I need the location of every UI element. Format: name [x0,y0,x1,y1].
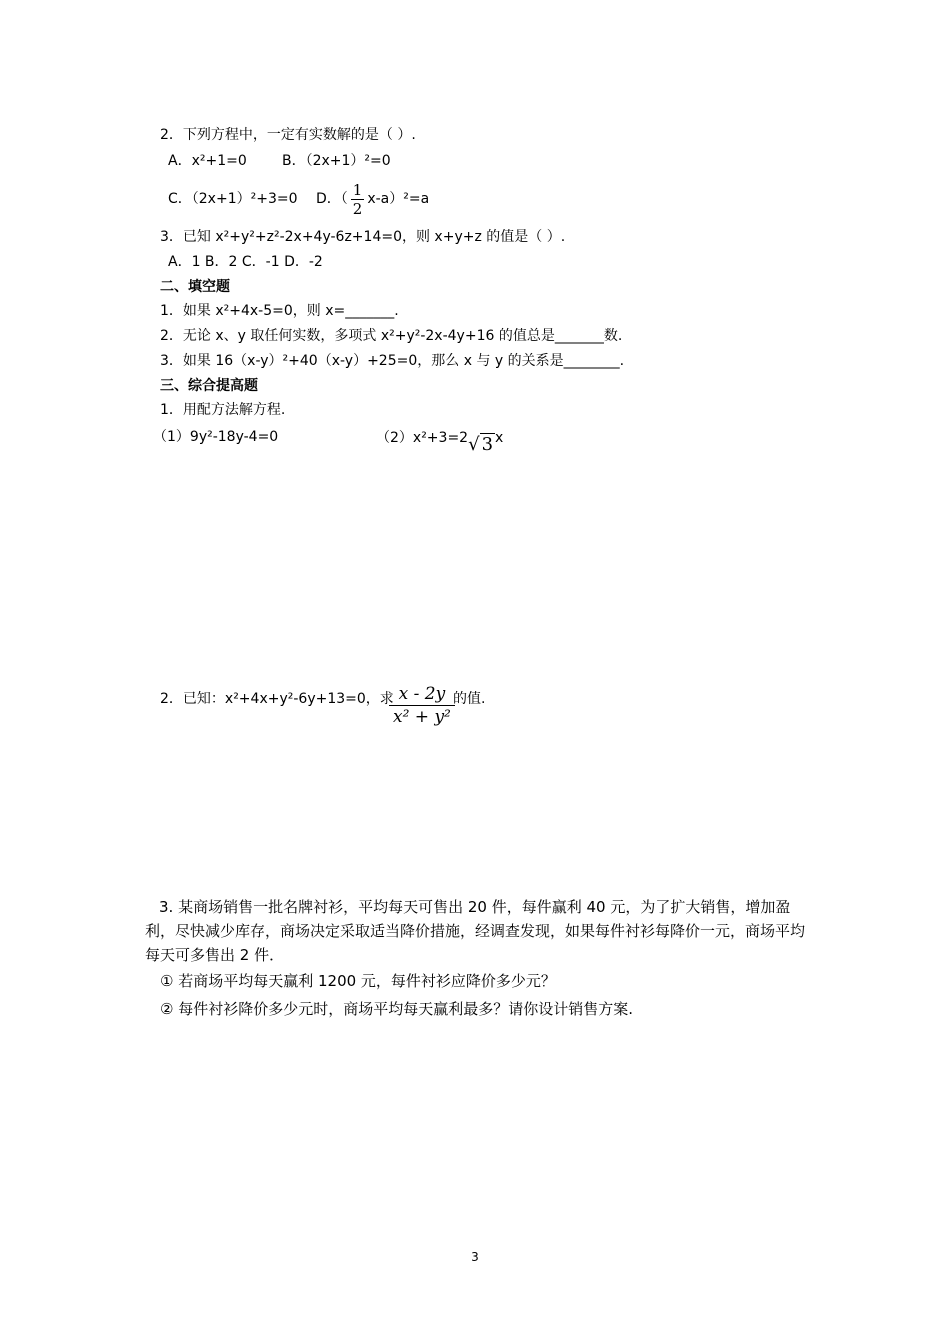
q2-option-d [316,178,429,220]
section3-q2-suffix: 的值. [453,691,486,707]
section3-q2-prefix: 2．已知：x²+4x+y²-6y+13=0，求 [160,691,394,707]
section3-q3-paragraph: 3. 某商场销售一批名牌衬衫，平均每天可售出 20 件，每件赢利 40 元，为了扩大销售，增加盈利，尽快减少库存，商场决定采取适当降价措施，经调查发现，如果每件衬衫每降价一元，商场平均每天可多售出 2 件． [145,898,806,964]
sqrt-radicand: 3 [481,434,494,455]
section3-q3-sub2: ② 每件衬衫降价多少元时，商场平均每天赢利最多？请你设计销售方案. [160,1000,633,1018]
section2-title: 二、填空题 [160,279,230,295]
fraction-denominator: 2 [352,199,363,218]
fraction-numerator: 1 [352,180,363,199]
section2-item-3: 3．如果 16（x-y）²+40（x-y）+25=0，那么 x 与 y 的关系是________. [160,353,625,369]
q2-option-c: C．（2x+1）²+3=0 [168,191,298,207]
q2-option-d-prefix: D．（ [316,191,348,207]
section3-q2-fraction [389,683,455,728]
q3-stem: 3．已知 x²+y²+z²-2x+4y-6z+14=0，则 x+y+z 的值是（ ）. [160,229,566,245]
q2-option-d-fraction [351,181,365,218]
fraction-denominator: x² + y² [389,705,455,728]
section3-q1-part1: （1）9y²-18y-4=0 [153,429,279,445]
sqrt-icon: √ 3 [468,434,494,455]
q1-part2-prefix: （2）x²+3=2 [376,430,469,446]
q2-option-a: A．x²+1=0 [168,153,247,169]
section2-item-1: 1．如果 x²+4x-5=0，则 x=_______. [160,303,399,319]
section3-q3-sub1: ① 若商场平均每天赢利 1200 元，每件衬衫应降价多少元？ [160,972,556,990]
section2-item-2: 2．无论 x、y 取任何实数，多项式 x²+y²-2x-4y+16 的值总是_______数. [160,328,623,344]
page-number: 3 [471,1250,479,1264]
q2-option-b: B．（2x+1）²=0 [282,153,391,169]
section3-q1-stem: 1．用配方法解方程. [160,402,286,418]
section3-title: 三、综合提高题 [160,378,258,394]
fraction-numerator: x - 2y [398,684,446,704]
q2-stem: 2．下列方程中，一定有实数解的是（ ）. [160,127,416,143]
section3-q1-part2 [376,428,504,455]
q2-option-d-suffix: x-a）²=a [367,191,430,207]
q1-part2-suffix: x [495,430,504,446]
q3-options: A．1 B．2 C．-1 D．-2 [168,254,323,270]
